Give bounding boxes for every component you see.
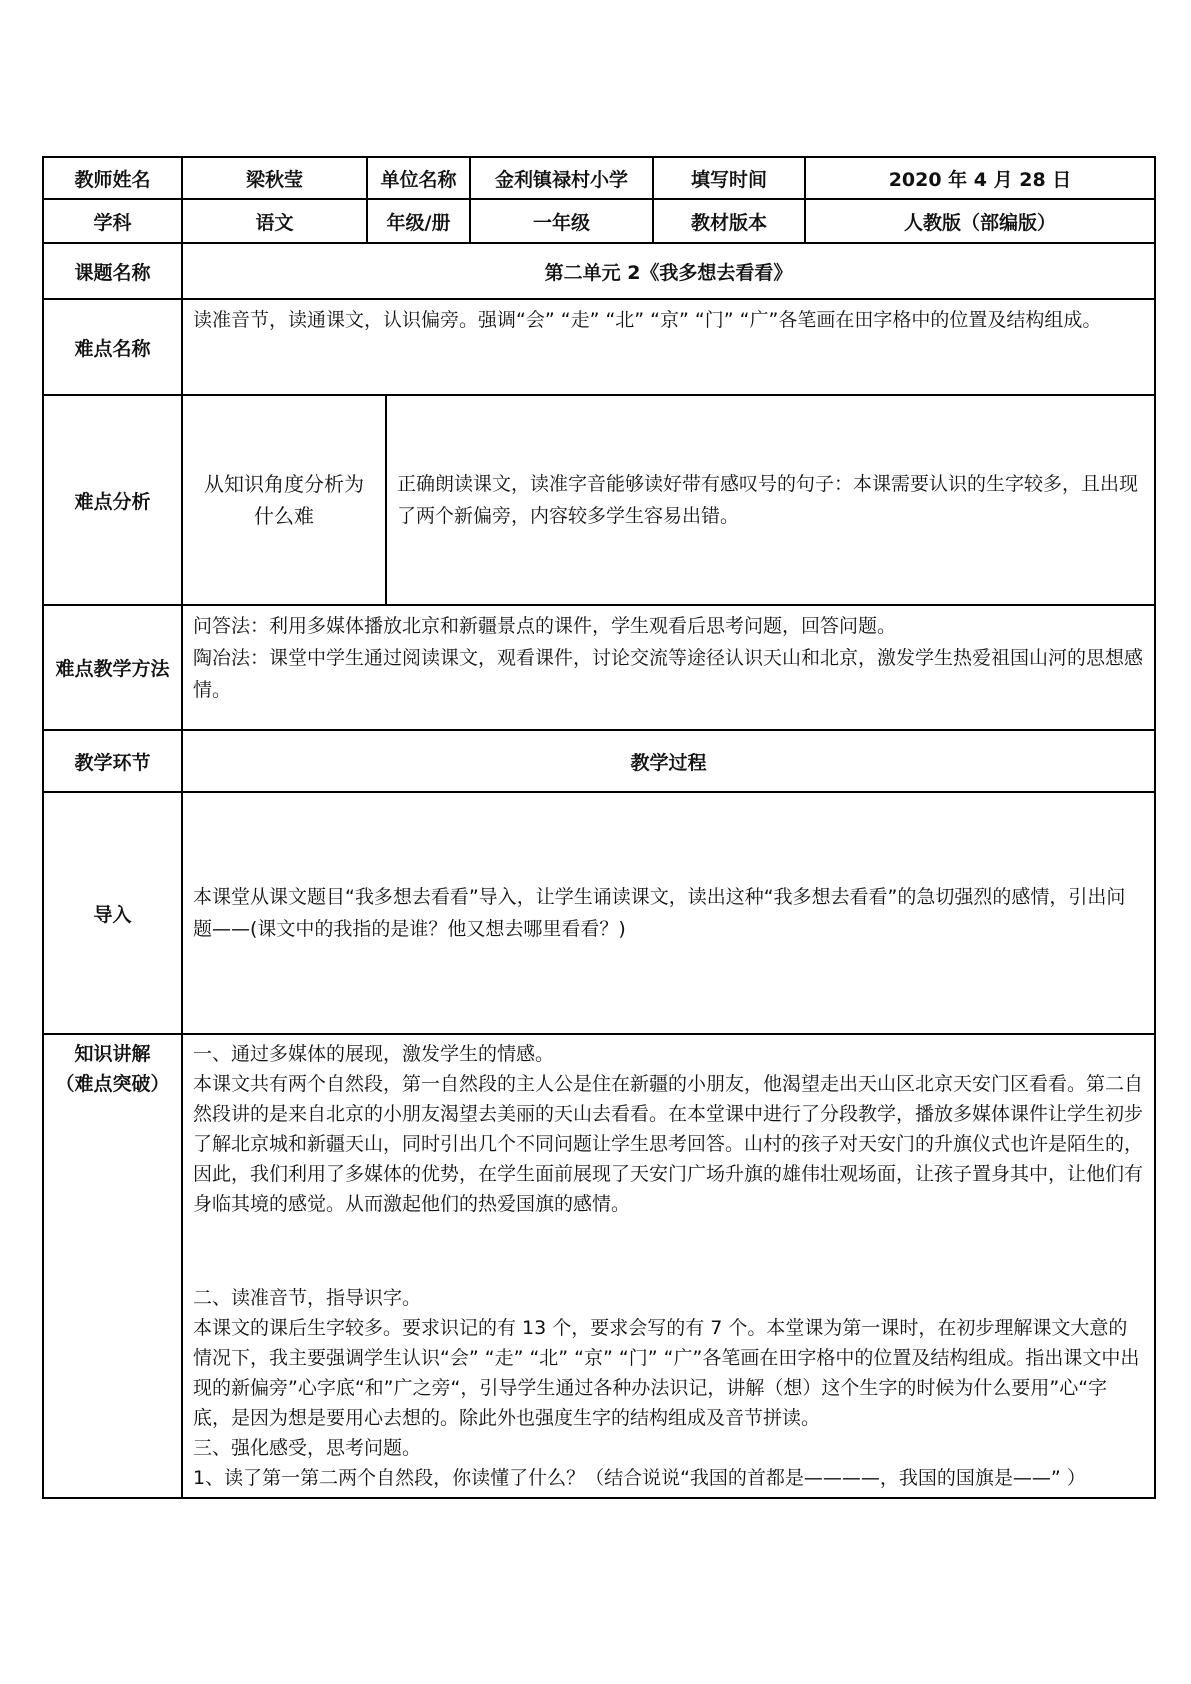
knowledge-para-2: 本课文共有两个自然段，第一自然段的主人公是住在新疆的小朋友，他渴望走出天山区北京天安门区看看。第二自然段讲的是来自北京的小朋友渴望去美丽的天山去看看。在本堂课中进行了分段教学，播放多媒体课件让学生初步了解北京城和新疆天山，同时引出几个不同问题让学生思考回答。山村的孩子对天安门的升旗仪式也许是陌生的，因此，我们利用了多媒体的优势，在学生面前展现了天安门广场升旗的雄伟壮观场面，让孩子置身其中，让他们有身临其境的感觉。从而激起他们的热爱国旗的感情。 (193, 1073, 1144, 1215)
process-header-row (43, 730, 1155, 792)
knowledge-text (182, 1034, 1155, 1498)
knowledge-para-5: 三、强化感受，思考问题。 (193, 1437, 422, 1459)
knowledge-label (43, 1034, 182, 1498)
grade-label: 年级/册 (367, 199, 470, 243)
process-section-label: 教学环节 (43, 730, 182, 792)
unit-label: 单位名称 (367, 157, 470, 199)
analysis-text: 正确朗读课文，读准字音能够读好带有感叹号的句子：本课需要认识的生字较多，且出现了两个新偏旁，内容较多学生容易出错。 (397, 473, 1139, 527)
difficulty-label: 难点名称 (43, 299, 182, 395)
method-row (43, 605, 1155, 730)
info-row-2 (43, 199, 1155, 243)
process-section-title: 教学过程 (182, 730, 1155, 792)
knowledge-label-line-1: 知识讲解 (74, 1043, 151, 1065)
date-label: 填写时间 (653, 157, 805, 199)
knowledge-para-1: 一、通过多媒体的展现，激发学生的情感。 (193, 1043, 555, 1065)
analysis-label: 难点分析 (43, 395, 182, 605)
analysis-sub-label: 从知识角度分析为什么难 (183, 396, 386, 604)
analysis-row (43, 395, 1155, 605)
unit-name: 金利镇禄村小学 (470, 157, 653, 199)
method-line-2: 陶冶法：课堂中学生通过阅读课文，观看课件，讨论交流等途径认识天山和北京，激发学生热爱祖国山河的思想感情。 (193, 647, 1144, 701)
grade-value: 一年级 (470, 199, 653, 243)
fill-date: 2020 年 4 月 28 日 (805, 157, 1155, 199)
teacher-name: 梁秋莹 (182, 157, 367, 199)
knowledge-label-line-2: （难点突破） (55, 1073, 170, 1095)
intro-text: 本课堂从课文题目“我多想去看看”导入，让学生诵读课文，读出这种“我多想去看看”的急切强烈的感情，引出问题——(课文中的我指的是谁？他又想去哪里看看？) (182, 792, 1155, 1034)
analysis-cell (182, 395, 1155, 605)
intro-row (43, 792, 1155, 1034)
info-row-1 (43, 157, 1155, 199)
subject-value: 语文 (182, 199, 367, 243)
topic-value: 第二单元 2《我多想去看看》 (182, 243, 1155, 299)
edition-value: 人教版（部编版） (805, 199, 1155, 243)
edition-label: 教材版本 (653, 199, 805, 243)
lesson-plan-table (42, 156, 1156, 1499)
method-label: 难点教学方法 (43, 605, 182, 730)
knowledge-gap (193, 1219, 1144, 1283)
method-line-1: 问答法：利用多媒体播放北京和新疆景点的课件，学生观看后思考问题，回答问题。 (193, 615, 897, 637)
knowledge-para-3: 二、读准音节，指导识字。 (193, 1287, 422, 1309)
topic-label: 课题名称 (43, 243, 182, 299)
intro-label: 导入 (43, 792, 182, 1034)
topic-row (43, 243, 1155, 299)
difficulty-text: 读准音节，读通课文，认识偏旁。强调“会” “走” “北” “京” “门” “广”各笔画在田字格中的位置及结构组成。 (182, 299, 1155, 395)
teacher-label: 教师姓名 (43, 157, 182, 199)
knowledge-para-4: 本课文的课后生字较多。要求识记的有 13 个，要求会写的有 7 个。本堂课为第一课时，在初步理解课文大意的情况下，我主要强调学生认识“会” “走” “北” “京” “门” “广”各笔画在田字格中的位置及结构组成。指出课文中出现的新偏旁”心字底“和”广之旁“，引导学生通过各种办法识记，讲解（想）这个生字的时候为什么要用”心“字底，是因为想是要用心去想的。除此外也强度生字的结构组成及音节拼读。 (193, 1317, 1140, 1429)
difficulty-row (43, 299, 1155, 395)
knowledge-para-6: 1、读了第一第二两个自然段，你读懂了什么？（结合说说“我国的首都是————，我国的国旗是——” ） (193, 1467, 1086, 1489)
knowledge-row (43, 1034, 1155, 1498)
subject-label: 学科 (43, 199, 182, 243)
analysis-inner-table (183, 396, 1154, 604)
method-text (182, 605, 1155, 730)
